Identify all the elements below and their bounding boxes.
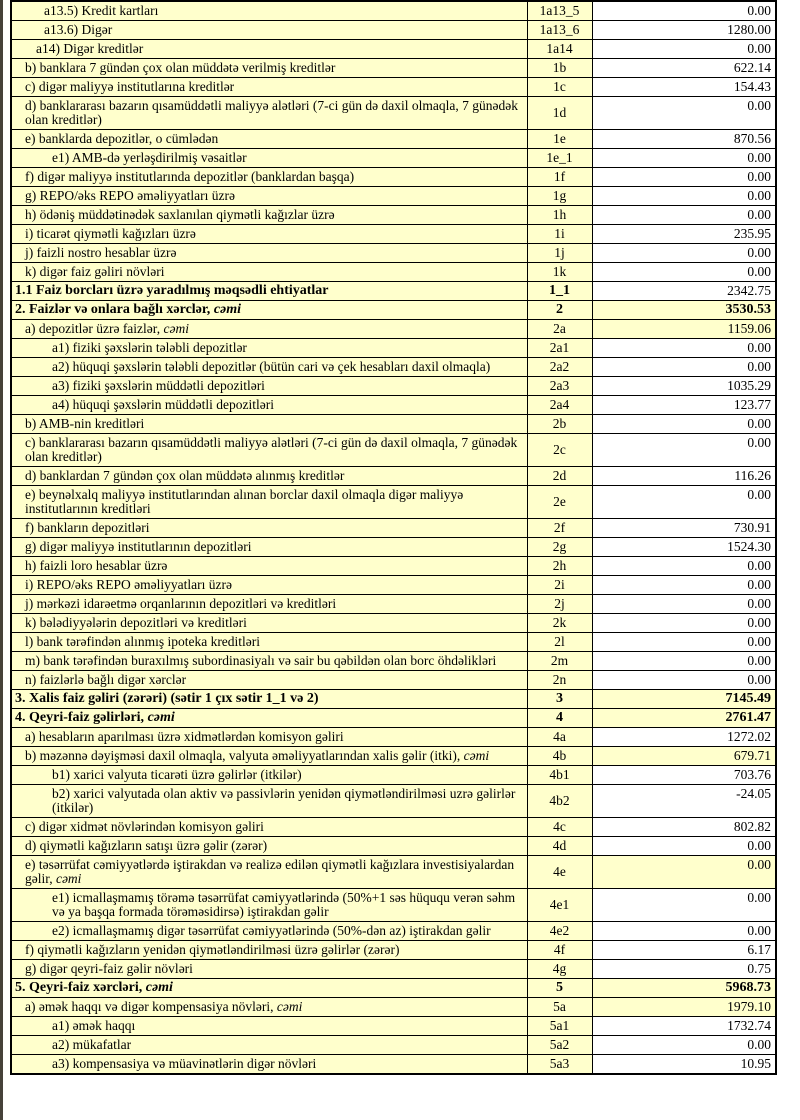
row-value-cell: 3530.53 [592,301,776,320]
row-label: c) digər xidmət növlərindən komisyon gəliri [25,819,264,834]
row-label-cell [11,320,527,339]
row-label: j) faizli nostro hesablar üzrə [25,245,177,260]
row-code-cell: 5a2 [527,1036,592,1055]
row-value-cell: 7145.49 [592,690,776,709]
row-label: h) faizli loro hesablar üzrə [25,558,168,573]
table-row [11,130,776,149]
row-code-cell: 2a3 [527,377,592,396]
row-value-cell: 802.82 [592,818,776,837]
row-label-cell [11,358,527,377]
row-label-cell [11,415,527,434]
row-value-cell: 0.00 [592,837,776,856]
row-value-cell: 0.00 [592,187,776,206]
row-label-cell [11,168,527,187]
row-label-cell [11,519,527,538]
row-value-cell: 0.00 [592,1036,776,1055]
table-row [11,225,776,244]
row-value-cell: 0.00 [592,1,776,21]
table-row [11,856,776,889]
row-label-cell [11,339,527,358]
row-label-cell [11,1036,527,1055]
table-row [11,576,776,595]
row-label: d) banklararası bazarın qısamüddətli maliyyə alətləri (7-ci gün də daxil olmaqla, 7 günədək olan kreditlər) [25,98,518,127]
row-label-cell [11,467,527,486]
row-label-cell [11,187,527,206]
table-row [11,889,776,922]
row-code-cell: 4a [527,728,592,747]
row-code-cell: 2j [527,595,592,614]
row-label: c) digər maliyyə institutlarına kreditlər [25,79,235,94]
table-row [11,1017,776,1036]
row-code-cell: 2l [527,633,592,652]
row-label-cell [11,856,527,889]
row-code-cell: 3 [527,690,592,709]
row-label: i) REPO/əks REPO əməliyyatları üzrə [25,577,232,592]
row-label: a13.5) Kredit kartları [44,3,159,18]
table-row [11,747,776,766]
row-label: a1) əmək haqqı [52,1018,136,1033]
row-value-cell: 2761.47 [592,709,776,728]
row-label-cell [11,434,527,467]
row-code-cell: 4f [527,941,592,960]
row-label: f) digər maliyyə institutlarında depozitlər (banklardan başqa) [25,169,355,184]
row-label-cell [11,690,527,709]
table-row [11,282,776,301]
row-label: k) bələdiyyələrin depozitləri və kreditləri [25,615,247,630]
row-code-cell: 1c [527,78,592,97]
table-row [11,301,776,320]
row-value-cell: 0.00 [592,149,776,168]
row-value-cell: -24.05 [592,785,776,818]
row-code-cell: 2h [527,557,592,576]
row-label: g) REPO/əks REPO əməliyyatları üzrə [25,188,235,203]
table-row [11,766,776,785]
row-label-cell [11,889,527,922]
row-code-cell: 1a13_6 [527,21,592,40]
row-label-cell [11,728,527,747]
row-value-cell: 0.00 [592,358,776,377]
table-row [11,339,776,358]
row-label-cell [11,747,527,766]
row-value-cell: 0.00 [592,922,776,941]
row-label-cell [11,557,527,576]
row-label-cell [11,960,527,979]
row-label-cell [11,206,527,225]
row-code-cell: 1e_1 [527,149,592,168]
row-label-cell [11,40,527,59]
row-label: a) depozitlər üzrə faizlər, [25,321,164,336]
table-row [11,979,776,998]
row-label: j) mərkəzi idarəetmə orqanlarının depozitləri və kreditləri [25,596,337,611]
row-label: b) AMB-nin kreditləri [25,416,145,431]
row-code-cell: 5a1 [527,1017,592,1036]
row-label-cell [11,998,527,1017]
table-row [11,358,776,377]
row-value-cell: 622.14 [592,59,776,78]
row-label-cell [11,1055,527,1075]
row-code-cell: 2k [527,614,592,633]
row-label-cell [11,671,527,690]
row-label: 1.1 Faiz borcları üzrə yaradılmış məqsədli ehtiyatlar [15,283,329,298]
row-value-cell: 679.71 [592,747,776,766]
row-code-cell: 4g [527,960,592,979]
table-row [11,78,776,97]
row-code-cell: 2a2 [527,358,592,377]
table-row [11,614,776,633]
row-label: a1) fiziki şəxslərin tələbli depozitlər [52,340,247,355]
row-label-cell [11,576,527,595]
row-label-cell [11,486,527,519]
row-value-cell: 0.00 [592,206,776,225]
row-code-cell: 1_1 [527,282,592,301]
row-code-cell: 2g [527,538,592,557]
row-label: c) banklararası bazarın qısamüddətli maliyyə alətləri (7-ci gün də daxil olmaqla, 7 günədək olan kreditlər) [25,435,518,464]
row-code-cell: 2b [527,415,592,434]
table-row [11,206,776,225]
row-value-cell: 0.00 [592,415,776,434]
row-label: a4) hüquqi şəxslərin müddətli depozitləri [52,397,274,412]
row-code-cell: 4d [527,837,592,856]
row-label: b2) xarici valyutada olan aktiv və passivlərin yenidən qiymətləndirilməsi uzrə gəlirlər (itkilər) [52,786,516,815]
table-row [11,633,776,652]
table-row [11,486,776,519]
row-value-cell: 0.00 [592,856,776,889]
row-code-cell: 1b [527,59,592,78]
row-code-cell: 2i [527,576,592,595]
row-label: a3) kompensasiya və müavinətlərin digər növləri [52,1056,317,1071]
row-code-cell: 4 [527,709,592,728]
row-label-cell [11,97,527,130]
row-label: g) digər maliyyə institutlarının depozitləri [25,539,252,554]
row-label-cell [11,1,527,21]
row-code-cell: 1d [527,97,592,130]
row-value-cell: 0.00 [592,434,776,467]
row-label: n) faizlərlə bağlı digər xərclər [25,672,187,687]
row-label: 3. Xalis faiz gəliri (zərəri) (sətir 1 çıx sətir 1_1 və 2) [15,691,319,706]
row-code-cell: 1k [527,263,592,282]
table-row [11,818,776,837]
row-code-cell: 4e [527,856,592,889]
row-label: k) digər faiz gəliri növləri [25,264,165,279]
row-value-cell: 0.00 [592,97,776,130]
row-code-cell: 4c [527,818,592,837]
row-value-cell: 0.00 [592,652,776,671]
table-row [11,709,776,728]
table-row [11,40,776,59]
table-row [11,97,776,130]
row-value-cell: 0.00 [592,633,776,652]
row-value-cell: 0.00 [592,339,776,358]
row-value-cell: 1035.29 [592,377,776,396]
row-label: h) ödəniş müddətinədək saxlanılan qiymətli kağızlar üzrə [25,207,335,222]
row-label-cell [11,282,527,301]
row-label-italic: cəmi [145,980,173,995]
row-label: b1) xarici valyuta ticarəti üzrə gəlirlər (itkilər) [52,767,302,782]
table-row [11,941,776,960]
row-value-cell: 123.77 [592,396,776,415]
row-code-cell: 1a13_5 [527,1,592,21]
table-row [11,263,776,282]
row-label: b) banklara 7 gündən çox olan müddətə verilmiş kreditlər [25,60,336,75]
row-label-cell [11,979,527,998]
row-value-cell: 1732.74 [592,1017,776,1036]
row-code-cell: 1g [527,187,592,206]
row-value-cell: 2342.75 [592,282,776,301]
table-row [11,519,776,538]
table-row [11,728,776,747]
table-row [11,671,776,690]
row-code-cell: 1f [527,168,592,187]
row-code-cell: 4e1 [527,889,592,922]
row-code-cell: 1e [527,130,592,149]
row-label-cell [11,377,527,396]
table-row [11,415,776,434]
table-row [11,396,776,415]
row-label-cell [11,263,527,282]
row-label-cell [11,396,527,415]
row-label-cell [11,652,527,671]
row-code-cell: 1h [527,206,592,225]
table-row [11,1055,776,1075]
row-code-cell: 2a4 [527,396,592,415]
row-label-italic: cəmi [163,321,189,336]
row-code-cell: 4e2 [527,922,592,941]
row-value-cell: 0.00 [592,263,776,282]
row-code-cell: 2f [527,519,592,538]
row-code-cell: 2 [527,301,592,320]
table-row [11,168,776,187]
row-label-italic: cəmi [147,710,175,725]
table-row [11,377,776,396]
row-code-cell: 5 [527,979,592,998]
table-row [11,652,776,671]
row-label: a) hesabların aparılması üzrə xidmətlərdən komisyon gəliri [25,729,344,744]
row-label: e2) icmallaşmamış digər təsərrüfat cəmiyyətlərində (50%-dən az) iştirakdan gəlir [52,923,491,938]
row-value-cell: 235.95 [592,225,776,244]
row-label: b) məzənnə dəyişməsi daxil olmaqla, valyuta əməliyyatlarından xalis gəlir (itki), [25,748,464,763]
row-code-cell: 2m [527,652,592,671]
row-label-cell [11,59,527,78]
table-row [11,149,776,168]
table-row [11,434,776,467]
row-code-cell: 5a [527,998,592,1017]
row-value-cell: 1979.10 [592,998,776,1017]
row-value-cell: 6.17 [592,941,776,960]
row-label-cell [11,244,527,263]
row-label-cell [11,130,527,149]
row-label-cell [11,922,527,941]
table-row [11,998,776,1017]
row-label: a13.6) Digər [44,22,113,37]
row-label-italic: cəmi [55,871,82,886]
row-code-cell: 4b1 [527,766,592,785]
row-label-cell [11,225,527,244]
row-value-cell: 0.00 [592,576,776,595]
row-label-cell [11,149,527,168]
row-label: a) əmək haqqı və digər kompensasiya növləri, [25,999,277,1014]
table-row [11,21,776,40]
row-value-cell: 870.56 [592,130,776,149]
row-code-cell: 2a [527,320,592,339]
row-value-cell: 0.00 [592,595,776,614]
row-label: a14) Digər kreditlər [36,41,144,56]
row-label-cell [11,941,527,960]
row-label: e) banklarda depozitlər, o cümlədən [25,131,219,146]
row-value-cell: 0.00 [592,889,776,922]
row-value-cell: 154.43 [592,78,776,97]
row-label: e) beynəlxalq maliyyə institutlarından alınan borclar daxil olmaqla digər maliyyə institutlarının kreditləri [25,487,464,516]
row-label-italic: cəmi [463,748,490,763]
row-label-cell [11,78,527,97]
row-label-italic: cəmi [213,302,242,317]
row-label-cell [11,818,527,837]
row-value-cell: 0.00 [592,244,776,263]
row-label: 5. Qeyri-faiz xərcləri, [15,980,146,995]
row-code-cell: 2c [527,434,592,467]
row-value-cell: 730.91 [592,519,776,538]
row-code-cell: 5a3 [527,1055,592,1075]
table-row [11,187,776,206]
table-row [11,59,776,78]
row-value-cell: 116.26 [592,467,776,486]
row-value-cell: 0.75 [592,960,776,979]
financial-report-table [10,0,777,1075]
row-label: d) banklardan 7 gündən çox olan müddətə alınmış kreditlər [25,468,345,483]
row-label: e1) AMB-də yerləşdirilmiş vəsaitlər [52,150,247,165]
row-code-cell: 4b2 [527,785,592,818]
row-label-italic: cəmi [276,999,303,1014]
table-row [11,538,776,557]
row-label-cell [11,785,527,818]
row-label-cell [11,633,527,652]
row-label: 4. Qeyri-faiz gəlirləri, [15,710,148,725]
row-label-cell [11,614,527,633]
row-label: a3) fiziki şəxslərin müddətli depozitləri [52,378,265,393]
row-value-cell: 5968.73 [592,979,776,998]
row-label: g) digər qeyri-faiz gəlir növləri [25,961,193,976]
row-value-cell: 10.95 [592,1055,776,1075]
table-row [11,320,776,339]
row-code-cell: 4b [527,747,592,766]
table-row [11,557,776,576]
row-value-cell: 0.00 [592,614,776,633]
row-label: 2. Faizlər və onlara bağlı xərclər, [15,302,214,317]
row-value-cell: 0.00 [592,671,776,690]
table-row [11,837,776,856]
row-code-cell: 1i [527,225,592,244]
row-label: d) qiymətli kağızların satışı üzrə gəlir (zərər) [25,838,268,853]
row-label-cell [11,1017,527,1036]
row-value-cell: 1159.06 [592,320,776,339]
table-row [11,785,776,818]
row-label-cell [11,766,527,785]
left-edge-strip [0,0,3,1120]
row-label-cell [11,21,527,40]
report-table-body [11,1,776,1074]
table-row [11,467,776,486]
row-label-cell [11,709,527,728]
row-label: e) təsərrüfat cəmiyyətlərdə iştirakdan və realizə edilən qiymətli kağızlara investisiyalardan gəlir, [25,857,515,886]
row-label-cell [11,301,527,320]
row-code-cell: 1a14 [527,40,592,59]
row-code-cell: 1j [527,244,592,263]
row-value-cell: 1272.02 [592,728,776,747]
row-value-cell: 0.00 [592,168,776,187]
row-label: f) qiymətli kağızların yenidən qiymətləndirilməsi üzrə gəlirlər (zərər) [25,942,400,957]
row-value-cell: 703.76 [592,766,776,785]
row-label-cell [11,538,527,557]
row-label-cell [11,595,527,614]
table-row [11,1036,776,1055]
row-code-cell: 2e [527,486,592,519]
row-label: e1) icmallaşmamış törəmə təsərrüfat cəmiyyətlərində (50%+1 səs hüququ verən səhm və ya başqa formada törəməsidirsə) iştirakdan gəlir [52,890,516,919]
table-row [11,960,776,979]
table-row [11,1,776,21]
row-label: m) bank tərəfindən buraxılmış subordinasiyalı və sair bu qəbildən olan borc öhdəlikləri [25,653,497,668]
row-value-cell: 1280.00 [592,21,776,40]
table-row [11,244,776,263]
table-row [11,922,776,941]
row-label: i) ticarət qiymətli kağızları üzrə [25,226,196,241]
row-value-cell: 0.00 [592,486,776,519]
row-value-cell: 0.00 [592,40,776,59]
row-value-cell: 1524.30 [592,538,776,557]
row-label: f) bankların depozitləri [25,520,150,535]
row-code-cell: 2a1 [527,339,592,358]
table-row [11,595,776,614]
row-label-cell [11,837,527,856]
row-code-cell: 2d [527,467,592,486]
row-label: a2) mükafatlar [52,1037,132,1052]
row-code-cell: 2n [527,671,592,690]
row-label: a2) hüquqi şəxslərin tələbli depozitlər (bütün cari və çek hesabları daxil olmaqla) [52,359,491,374]
table-row [11,690,776,709]
row-value-cell: 0.00 [592,557,776,576]
row-label: l) bank tərəfindən alınmış ipoteka kreditləri [25,634,261,649]
